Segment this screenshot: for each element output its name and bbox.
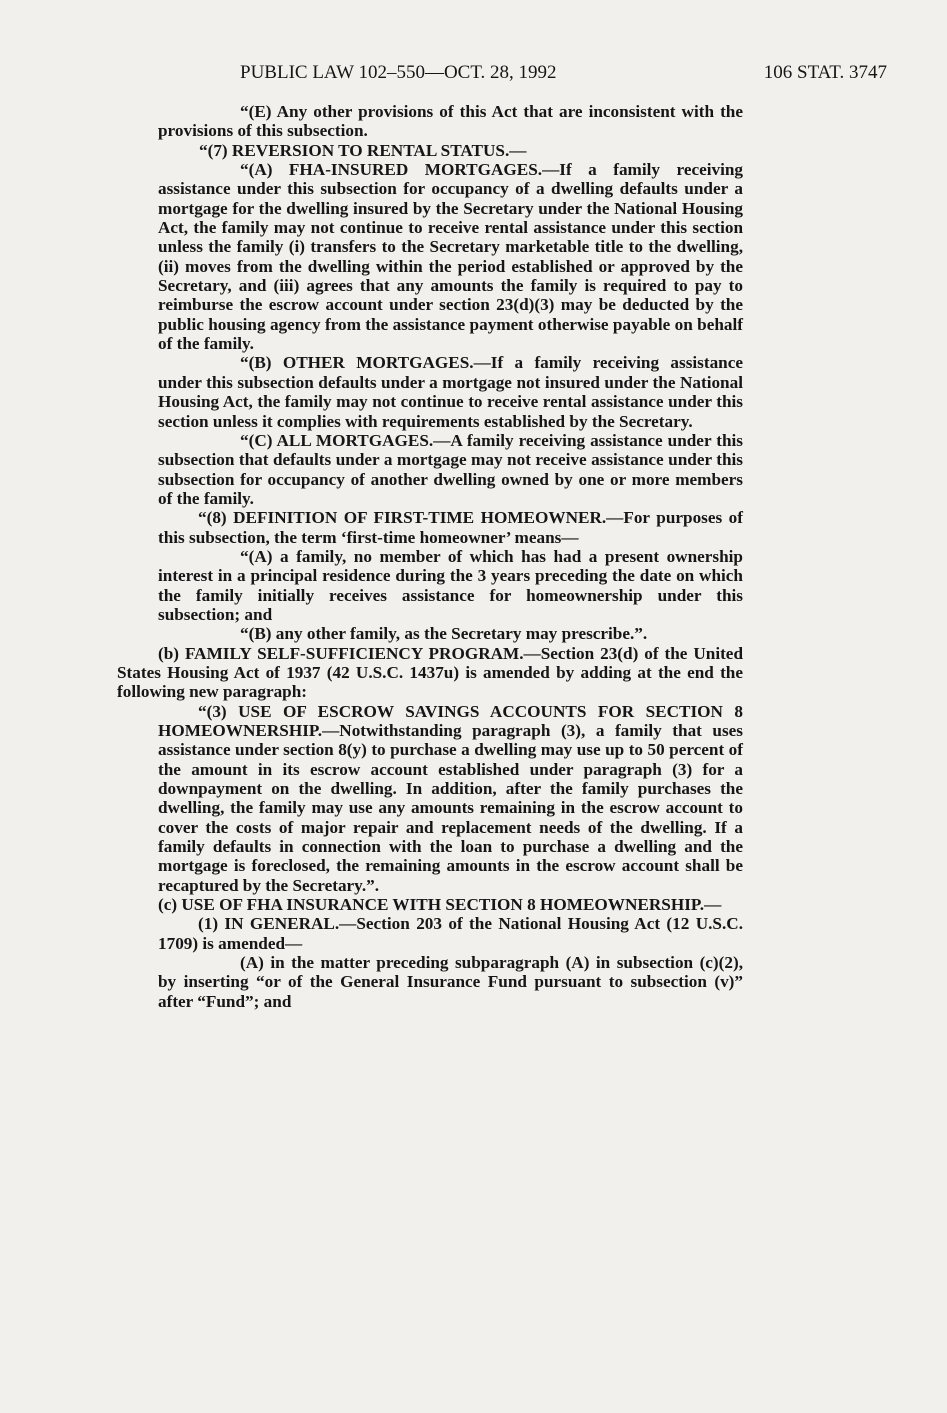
statute-page-number: 106 STAT. 3747: [763, 62, 887, 83]
clause-b-other-family: “(B) any other family, as the Secretary may prescribe.”.: [240, 624, 648, 644]
subsection-b-self-sufficiency: (b) FAMILY SELF-SUFFICIENCY PROGRAM.—Section 23(d) of the United States Housing Act of 1937 (42 U.S.C. 1437u) is amended by adding at the end the following new paragraph:: [117, 643, 743, 702]
clause-c-all-mortgages: “(C) ALL MORTGAGES.—A family receiving assistance under this subsection that defaults under a mortgage may not receive assistance under this subsection for occupancy of another dwelling owned by one or more members of the family.: [158, 430, 743, 508]
subsection-c-fha-insurance: (c) USE OF FHA INSURANCE WITH SECTION 8 HOMEOWNERSHIP.—: [158, 895, 722, 915]
paragraph-7-heading: “(7) REVERSION TO RENTAL STATUS.—: [199, 140, 527, 160]
clause-e-other-provisions: “(E) Any other provisions of this Act that are inconsistent with the provisions of this subsection.: [158, 102, 743, 141]
law-text-body: [117, 102, 743, 1011]
clause-a-family-definition: “(A) a family, no member of which has had a present ownership interest in a principal residence during the 3 years preceding the date on which the family initially receives assistance for homeownership under this subsection; and: [158, 546, 743, 624]
clause-a-amendment: (A) in the matter preceding subparagraph (A) in subsection (c)(2), by inserting “or of the General Insurance Fund pursuant to subsection (v)” after “Fund”; and: [158, 953, 743, 1011]
paragraph-3-escrow-savings: “(3) USE OF ESCROW SAVINGS ACCOUNTS FOR SECTION 8 HOMEOWNERSHIP.—Notwithstanding paragraph (3), a family that uses assistance under section 8(y) to purchase a dwelling may use up to 50 percent of the amount in its escrow account established under paragraph (3) for a downpayment on the dwelling. In addition, after the family purchases the dwelling, the family may use any amounts remaining in the escrow account to cover the costs of major repair and replacement needs of the dwelling. If a family defaults in connection with the loan to purchase a dwelling and the mortgage is foreclosed, the remaining amounts in the escrow account shall be recaptured by the Secretary.”.: [158, 701, 743, 895]
public-law-header: PUBLIC LAW 102–550—OCT. 28, 1992: [240, 62, 557, 83]
clause-a-fha-insured-mortgages: “(A) FHA-INSURED MORTGAGES.—If a family receiving assistance under this subsection for occupancy of a dwelling defaults under a mortgage for the dwelling insured by the Secretary under the National Housing Act, the family may not continue to receive rental assistance under this section unless the family (i) transfers to the Secretary marketable title to the dwelling, (ii) moves from the dwelling within the period established or approved by the Secretary, and (iii) agrees that any amounts the family is required to pay to reimburse the escrow account under section 23(d)(3) may be deducted by the public housing agency from the assistance payment otherwise payable on behalf of the family.: [158, 160, 743, 354]
paragraph-1-in-general: (1) IN GENERAL.—Section 203 of the National Housing Act (12 U.S.C. 1709) is amended—: [158, 914, 743, 953]
paragraph-8-definition: “(8) DEFINITION OF FIRST-TIME HOMEOWNER.—For purposes of this subsection, the term ‘first-time homeowner’ means—: [158, 508, 743, 547]
clause-b-other-mortgages: “(B) OTHER MORTGAGES.—If a family receiving assistance under this subsection defaults under a mortgage not insured under the National Housing Act, the family may not continue to receive rental assistance under this section unless it complies with requirements established by the Secretary.: [158, 353, 743, 431]
